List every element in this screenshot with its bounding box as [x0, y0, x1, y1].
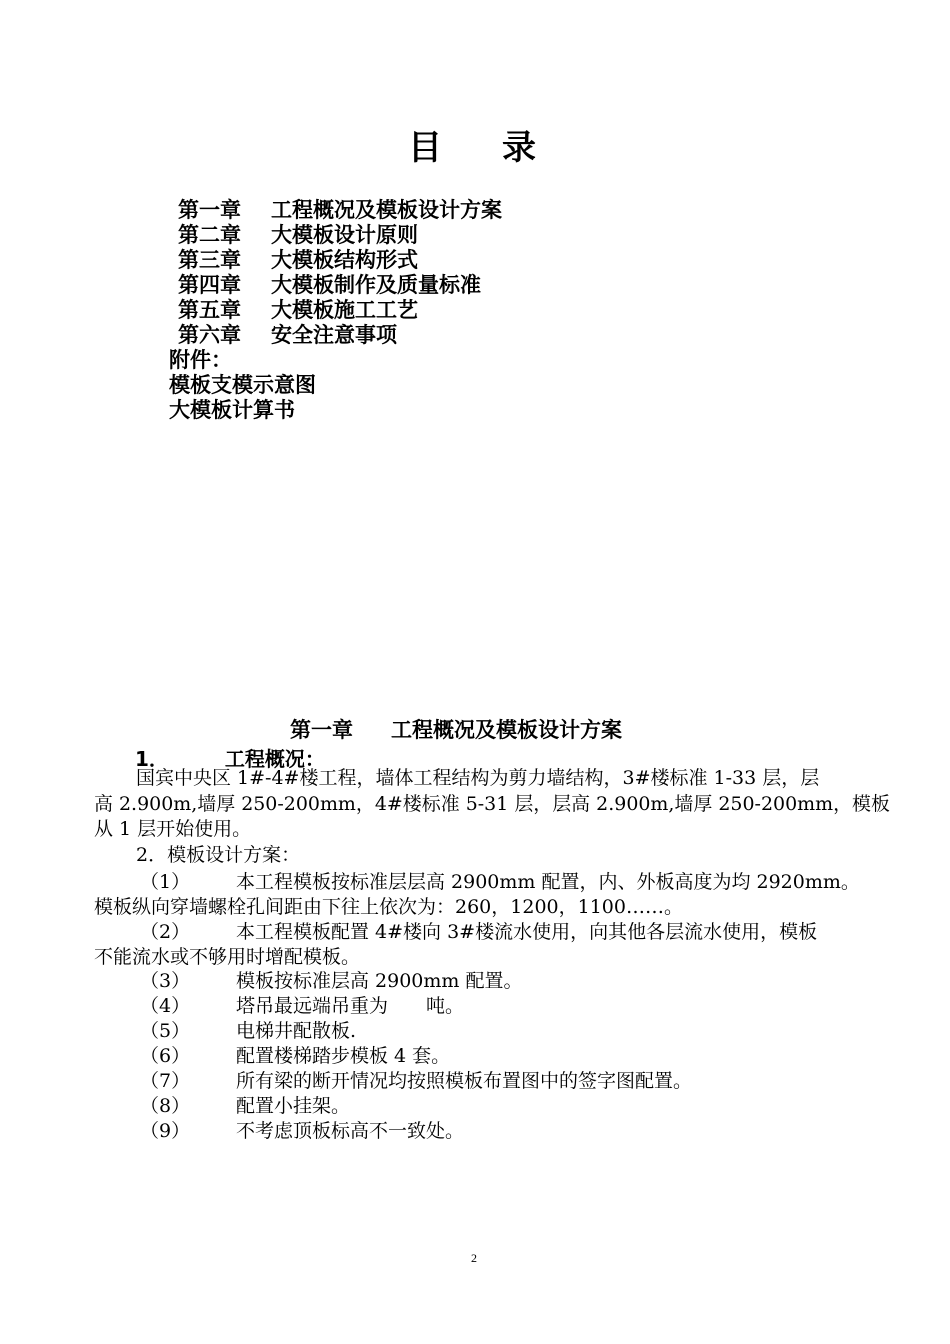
list-item-text: 模板按标准层高 2900mm 配置。	[236, 970, 523, 992]
list-item-label: （6）	[140, 1045, 191, 1067]
list-item	[140, 1066, 692, 1093]
toc-entry-title: 大模板制作及质量标准	[271, 273, 481, 297]
list-item-text: 电梯井配散板.	[236, 1020, 357, 1042]
section-num: 1．	[135, 747, 169, 771]
list-item-text: 本工程模板配置 4#楼向 3#楼流水使用，向其他各层流水使用，模板	[236, 921, 818, 943]
toc-entry-num: 第六章	[178, 323, 241, 347]
list-item-text: 配置小挂架。	[236, 1095, 351, 1117]
toc-entry-title: 工程概况及模板设计方案	[271, 198, 502, 222]
toc-entry-title: 安全注意事项	[271, 323, 397, 347]
list-item	[140, 1041, 450, 1068]
list-item-text: 所有梁的断开情况均按照模板布置图中的签字图配置。	[236, 1070, 693, 1092]
list-item-text: 不考虑顶板标高不一致处。	[236, 1120, 465, 1142]
attachments-label: 附件：	[169, 348, 232, 372]
toc-title-char-1: 目	[408, 128, 442, 168]
toc-entry-title: 大模板施工工艺	[271, 298, 418, 322]
list-item	[140, 1091, 350, 1118]
list-item	[140, 991, 464, 1018]
section-title: 工程概况：	[224, 747, 325, 771]
chapter-title	[290, 714, 622, 744]
list-item-text: 本工程模板按标准层层高 2900mm 配置，内、外板高度为均 2920mm。	[236, 871, 860, 893]
toc-title-char-2: 录	[502, 128, 536, 168]
attachment-item[interactable]: 模板支模示意图	[169, 373, 316, 397]
list-item	[140, 917, 817, 944]
list-item-text: 塔吊最远端吊重为 吨。	[236, 995, 465, 1017]
list-item-continuation: 不能流水或不够用时增配模板。	[94, 946, 361, 968]
page-number: 2	[471, 1251, 477, 1265]
chapter-name: 工程概况及模板设计方案	[391, 718, 622, 742]
list-item	[140, 1116, 464, 1143]
list-item-label: （1）	[140, 871, 191, 893]
overview-line: 国宾中央区 1#-4#楼工程，墙体工程结构为剪力墙结构，3#楼标准 1-33 层，层	[136, 767, 820, 789]
toc-entry-num: 第二章	[178, 223, 241, 247]
list-item-label: （8）	[140, 1095, 191, 1117]
list-item-label: （5）	[140, 1020, 191, 1042]
list-item-label: （3）	[140, 970, 191, 992]
chapter-num: 第一章	[290, 718, 353, 742]
toc-title	[408, 120, 536, 169]
list-item	[140, 966, 522, 993]
list-item-continuation: 模板纵向穿墙螺栓孔间距由下往上依次为：260，1200，1100……。	[94, 896, 683, 918]
toc-entry-num: 第五章	[178, 298, 241, 322]
attachment-item[interactable]: 大模板计算书	[169, 398, 295, 422]
section-2-heading: 2．模板设计方案：	[136, 844, 301, 866]
list-item-label: （7）	[140, 1070, 191, 1092]
list-item	[140, 867, 860, 894]
list-item-label: （9）	[140, 1120, 191, 1142]
list-item-text: 配置楼梯踏步模板 4 套。	[236, 1045, 451, 1067]
toc-entry-num: 第三章	[178, 248, 241, 272]
toc-entry-title: 大模板设计原则	[271, 223, 418, 247]
list-item	[140, 1016, 356, 1043]
overview-line: 高 2.900m,墙厚 250-200mm，4#楼标准 5-31 层，层高 2.900m,墙厚 250-200mm，模板	[94, 793, 890, 815]
list-item-label: （4）	[140, 995, 191, 1017]
list-item-label: （2）	[140, 921, 191, 943]
toc-entry-num: 第四章	[178, 273, 241, 297]
toc-entry-num: 第一章	[178, 198, 241, 222]
toc-entry-title: 大模板结构形式	[271, 248, 418, 272]
overview-line: 从 1 层开始使用。	[94, 818, 252, 840]
